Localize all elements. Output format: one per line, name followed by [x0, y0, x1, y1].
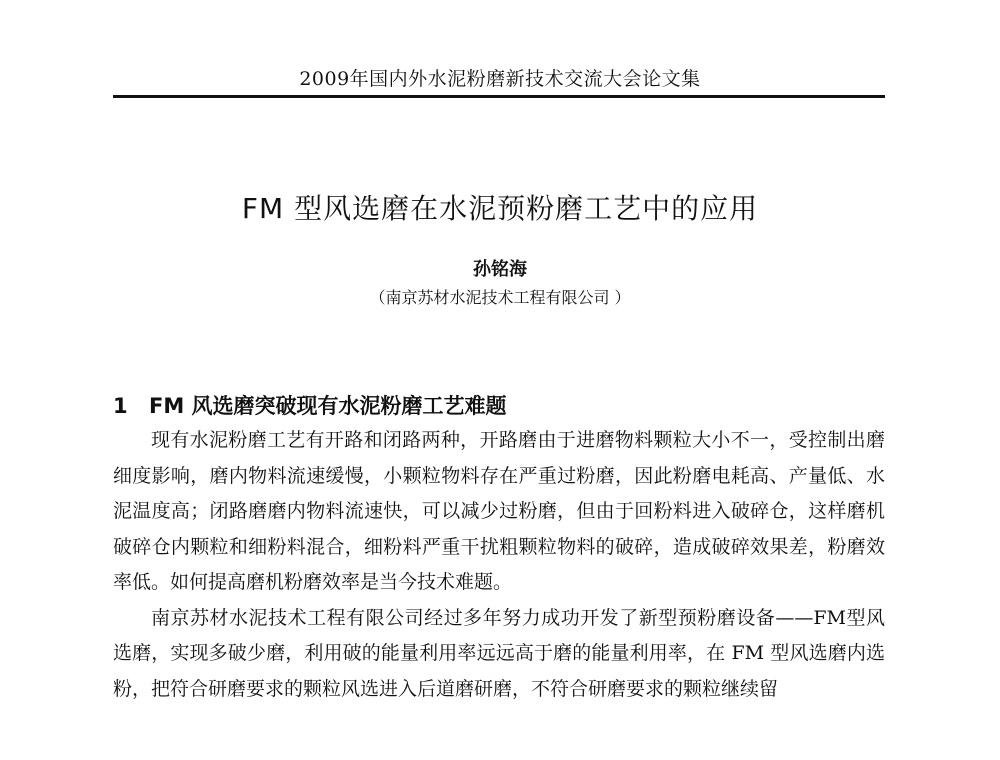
section-heading: [113, 390, 507, 420]
body-text: [113, 423, 885, 707]
author-affiliation: （南京苏材水泥技术工程有限公司 ）: [369, 288, 631, 307]
author-name: 孙铭海: [473, 259, 527, 280]
paragraph: 南京苏材水泥技术工程有限公司经过多年努力成功开发了新型预粉磨设备——FM型风选磨，实现多破少磨，利用破的能量利用率远远高于磨的能量利用率，在 FM 型风选磨内选粉，把符合研磨要求的颗粒风选进入后道磨研磨，不符合研磨要求的颗粒继续留: [113, 606, 885, 700]
paragraph: 现有水泥粉磨工艺有开路和闭路两种，开路磨由于进磨物料颗粒大小不一，受控制出磨细度影响，磨内物料流速缓慢，小颗粒物料存在严重过粉磨，因此粉磨电耗高、产量低、水泥温度高；闭路磨磨内物料流速快，可以减少过粉磨，但由于回粉料进入破碎仓，这样磨机破碎仓内颗粒和细粉料混合，细粉料严重干扰粗颗粒物料的破碎，造成破碎效果差，粉磨效率低。如何提高磨机粉磨效率是当今技术难题。: [113, 429, 885, 593]
section-title: FM 风选磨突破现有水泥粉磨工艺难题: [149, 394, 507, 419]
paper-title: FM 型风选磨在水泥预粉磨工艺中的应用: [241, 191, 759, 225]
header-rule: [113, 95, 885, 98]
section-number: 1: [113, 394, 128, 419]
running-header: 2009年国内外水泥粉磨新技术交流大会论文集: [299, 68, 701, 90]
